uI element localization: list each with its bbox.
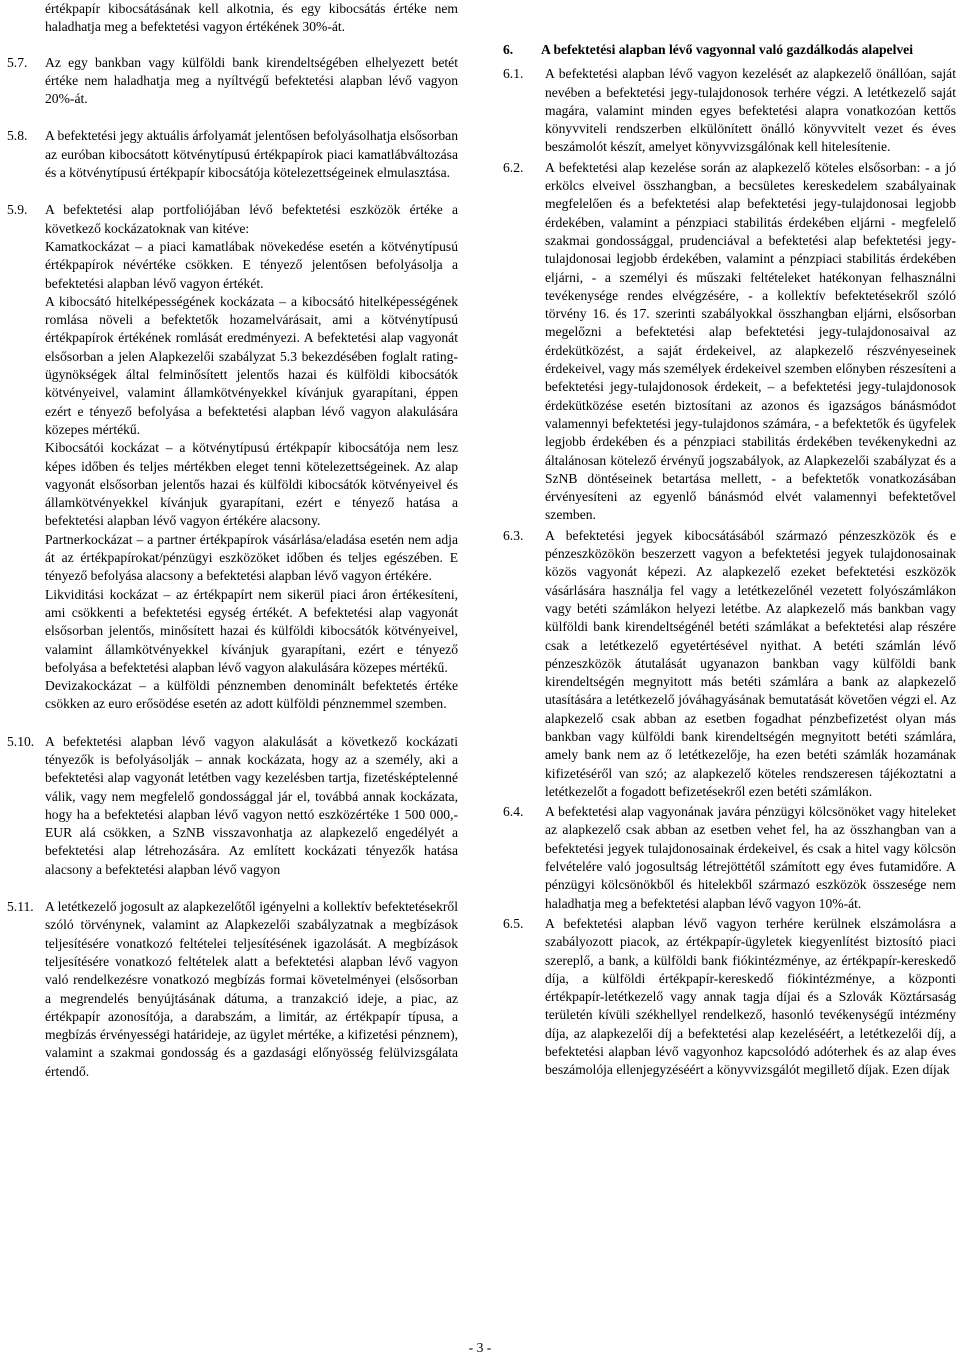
section-text: A befektetési alapban lévő vagyon alakulását a következő kockázati tényezők is befolyásolják – annak kockázata, hogy az a személy, aki a befektetési alap vagyonát letétben vagy kezelésben tartja, fizetésképtelenné válik, vagy nem megfelelő gondossággal jár el, továbbá annak kockázata, hogy ha a befektetési alapban lévő vagyon nettó eszközértéke 1 500 000,-EUR alá csökken, a SzNB visszavonhatja az alapkezelő engedélyét a befektetési alap létrehozására. Az említett kockázati tényezők hatása alacsony a befektetési alapban lévő vagyon <box>45 733 458 877</box>
section-6-5 <box>503 915 956 1080</box>
section-number: 6.4. <box>503 804 524 820</box>
section-5-10 <box>7 733 458 879</box>
risk-interest-rate: Kamatkockázat – a piaci kamatlábak növekedése esetén a kötvénytípusú értékpapírok névértéke csökken. E tényező jelentősen befolyásolja a befektetési alapban lévő vagyon értékét. <box>45 238 458 291</box>
section-number: 6.2. <box>503 159 524 175</box>
section-text: A befektetési alap vagyonának javára pénzügyi kölcsönöket vagy hiteleket az alapkezelő csak abban az esetben vehet fel, ha az összhangban van a befektetési jegyek tulajdonosainak érdekeivel, és csak a hitel vagy kölcsön felvételére való jogosultság létrejöttétől számított egy éves futamidőre. A pénzügyi kölcsönökből és hitelekből származó eszközök összesége nem haladhatja meg a befektetési alapban lévő vagyon 10%-át. <box>545 804 956 911</box>
section-6-4 <box>503 803 956 913</box>
section-6-3 <box>503 527 956 801</box>
section-number: 5.8. <box>7 128 28 144</box>
section-heading-text: A befektetési alapban lévő vagyonnal való gazdálkodás alapelvei <box>541 42 913 57</box>
section-text: Az egy bankban vagy külföldi bank kirendeltségében elhelyezett betét értéke nem haladhatja meg a nyíltvégű befektetési alapban lévő vagyon 20%-át. <box>45 54 458 107</box>
section-number: 6.5. <box>503 915 524 931</box>
section-number: 5.7. <box>7 54 28 70</box>
page-number: - 3 - <box>468 1340 492 1355</box>
section-6-2 <box>503 159 956 525</box>
section-text: A befektetési alapban lévő vagyon kezelését az alapkezelő önállóan, saját nevében a befektetési jegy-tulajdonosok terhére végzi. A letétkezelő saját magára, valamint minden egyes befektetési alapra vonatkozóan kettős könyvviteli rendszerben elkülönített önálló könyvvitelt vezet és éves beszámolót készít, amelyet könyvvizsgálónak kell hitelesítenie. <box>545 66 956 155</box>
risk-currency: Devizakockázat – a külföldi pénznemben denominált befektetés értéke csökken az euro erősödése esetén az adott külföldi pénznemmel szemben. <box>45 678 458 712</box>
section-text: A befektetési alap kezelése során az alapkezelő köteles elsősorban: - a jó erkölcs elveivel összhangban, a becsületes kereskedelem szabályainak megfelelően és a befektetési alap befektetési jegy-tulajdonosai legjobb érdekében, valamint a pénzpiaci stabilitás érdekében eljárni - megfelelő szakmai gondossággal, prudenciával a befektetési alap befektetési jegy-tulajdonosai legjobb érdekében, valamint a pénzpiaci stabilitás érdekében eljárni, - a személyi és műszaki feltételeket hatékonyan felhasználni tevékenysége rendes elvégzésére, - a kollektív befektetésekről szóló törvény 16. és 17. szerinti szabályokkal összhangban eljárni, elsősorban megelőzni a befektetési alap befektetési jegy-tulajdonosaival az érdekütközést, a saját érdekeivel, az alapkezelő részvényeseinek érdekeivel, vagy más személyek érdekeivel szemben előnyben részesíteni a befektetési jegy-tulajdonosok érdekeit, – a befektetési jegy-tulajdonosok érdekütközése esetén biztosítani az azonos és igazságos bánásmódot valamennyi befektetési jegy-tulajdonos számára, - a befektetők és ügyfelek legjobb érdekében és a pénzpiaci stabilitás érdekében tevékenykedni az általánosan kötelező érvényű jogszabályok, az Alapkezelői szabályzat és a SzNB döntéseinek betartása mellett, - a befektetők vonatkozásában érvényesíteni az egyenlő bánásmód elvét valamennyi befektetővel szemben. <box>545 159 956 523</box>
right-column <box>503 0 956 1080</box>
section-text: A letétkezelő jogosult az alapkezelőtől igényelni a kollektív befektetésekről szóló törvénynek, valamint az Alapkezelői szabályzatnak a megbízások teljesítésére vonatkozó feltételei teljesítésének igazolását. A megbízások teljesítésére vonatkozó feltételek alatt a befektetési alapban lévő vagyon való rendelkezésre vonatkozó megbízás formai követelményei (elsősorban a megrendelés benyújtásának dátuma, a tranzakció ideje, a piac, az értékpapír azonosítója, a darabszám, a limitár, az értékpapír típusa, a megbízás érvényességi határideje, az ügylet mértéke, a kifizetési pénznem), valamint a szakmai gondosság és a gazdasági előnyösség felülvizsgálata értendő. <box>45 899 458 1079</box>
section-number: 5.10. <box>7 733 35 749</box>
section-5-9 <box>7 201 458 713</box>
section-number: 6. <box>503 42 514 57</box>
section-5-7 <box>7 54 458 109</box>
risk-intro: A befektetési alap portfoliójában lévő befektetési eszközök értéke a következő kockázatoknak van kitéve: <box>45 202 458 236</box>
section-number: 5.9. <box>7 202 28 218</box>
section-number: 6.3. <box>503 527 524 543</box>
risk-credit-quality: A kibocsátó hitelképességének kockázata – a kibocsátó hitelképességének romlása növeli a befektetők hozamelvárásait, ami a kötvénytípusú értékpapírok értékének romlását eredményezi. A befektetési alap vagyonát elsősorban a jelen Alapkezelői szabályzat 5.3 bekezdésében foglalt rating-ügynökségek által felminősített jelentős hazai és külföldi kibocsátók kötvényeivel, valamint államkötvényekkel kívánjuk gyarapítani, éppen ezért e tényező befolyása a befektetési alapban lévő vagyon alakulására közepes mértékű. <box>45 293 458 437</box>
section-6-heading <box>503 41 956 59</box>
section-5-11 <box>7 898 458 1081</box>
section-text: A befektetési jegyek kibocsátásából származó pénzeszközök és e pénzeszközökön beszerzett vagyon a befektetési jegyek tulajdonosainak közös vagyonát képezi. Az alapkezelő ezeket befektetési eszközök vásárlására használja fel vagy a letétkezelőnél vezetett folyószámlákon vagy betéti számlákon helyezi letétbe. Az alapkezelő más bankban vagy külföldi bank kirendeltségénél betéti számlákat a befektetési alap részére csak a letétkezelő egyetértésével nyithat. A betéti számlán lévő pénzeszközök átutalását ugyanazon bankban vagy külföldi bank kirendeltségén megnyitott más betéti számlára a bank az alapkezelő utasítására a letétkezelő jóváhagyásának bemutatását követően végzi el. Az alapkezelő csak abban az esetben fogadhat pénzbefizetést olyan más bankban vagy külföldi bank kirendeltségén megnyitott betéti számlára, amely bank nem az ő letétkezelője, ha ezen betéti számlák hozamának kifizetéséről van szó; az alapkezelő köteles rendszeresen tájékoztatni a letétkezelőt a fogadott befizetésekről ezen betéti számlákon. <box>545 527 956 799</box>
risk-counterparty: Partnerkockázat – a partner értékpapírok vásárlása/eladása esetén nem adja át az értékpapírokat/pénzügyi eszközöket időben és teljes egészében. E tényező befolyása alacsony a befektetési alapban lévő vagyon értékére. <box>45 531 458 584</box>
section-text: A befektetési jegy aktuális árfolyamát jelentősen befolyásolhatja elsősorban az euróban kibocsátott kötvénytípusú értékpapírok piaci kamatlábváltozása és a kötvénytípusú értékpapír kibocsátója kötelezettségeinek elmulasztása. <box>45 128 458 181</box>
section-number: 5.11. <box>7 899 34 915</box>
section-5-8 <box>7 127 458 182</box>
section-text: A befektetési alapban lévő vagyon terhére kerülnek elszámolásra a szabályozott piacok, az értékpapír-ügyletek kiegyenlítést biztosító piaci szereplő, a bank, a külföldi bank fiókintézménye, az értékpapír-kereskedő díja, a külföldi értékpapír-kereskedő fiókintézménye, a központi értékpapír-letétkezelő vagy annak tagja díjai és a Szlovák Köztársaság területén kívüli székhellyel rendelkező, hasonló tevékenységű intézmény díja, az alapkezelői díj a befektetési alap kezeléséért, a letétkezelői díj, a befektetési alapban lévő vagyonhoz kapcsolódó adóterhek és az alap éves beszámolója ellenjegyzéséért a könyvvizsgálót megillető díjak. Ezen díjak <box>545 915 956 1078</box>
risk-liquidity: Likviditási kockázat – az értékpapírt nem sikerül piaci áron értékesíteni, ami csökkenti a befektetési egység értékét. A befektetési alap vagyonát elsősorban jelentős, minősített hazai és külföldi kibocsátók kötvényeivel, valamint államkötvényekkel kívánjuk gyarapítani, ezért e tényező befolyása a befektetési alapban lévő vagyon alakulására közepes mértékű. <box>45 586 458 675</box>
risk-issuer: Kibocsátói kockázat – a kötvénytípusú értékpapír kibocsátója nem lesz képes időben és teljes mértékben eleget tenni kötelezettségeinek. Az alap vagyonát elsősorban jelentős hazai és külföldi kibocsátók kötvényeivel és államkötvényekkel kívánjuk gyarapítani, ezért e tényező hatása a befektetési alapban lévő vagyon értékére alacsony. <box>45 440 458 529</box>
section-6-1 <box>503 65 956 156</box>
left-column <box>7 0 458 1081</box>
section-number: 6.1. <box>503 66 524 82</box>
continuation-paragraph: értékpapír kibocsátásának kell alkotnia, és egy kibocsátás értéke nem haladhatja meg a befektetési vagyon értékének 30%-át. <box>45 1 458 35</box>
